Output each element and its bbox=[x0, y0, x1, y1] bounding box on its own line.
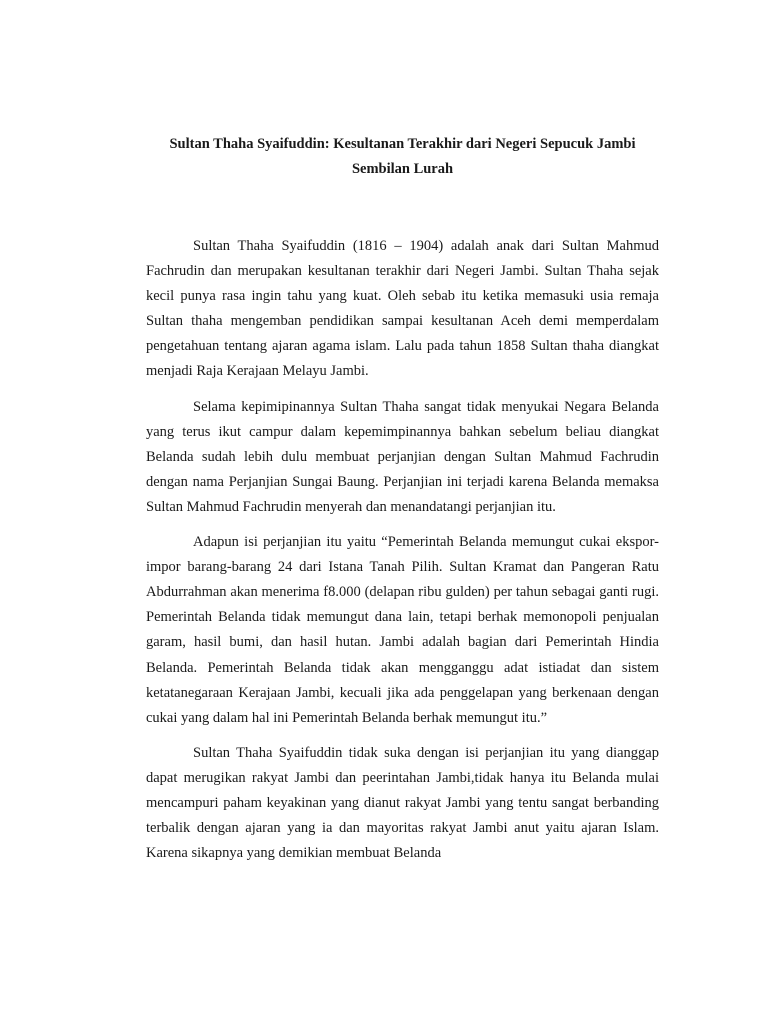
document-title bbox=[146, 132, 659, 181]
title-line-2: Sembilan Lurah bbox=[351, 160, 454, 177]
paragraph-4: Sultan Thaha Syaifuddin tidak suka dengan isi perjanjian itu yang dianggap dapat merugikan rakyat Jambi dan peerintahan Jambi,tidak hanya itu Belanda mulai mencampuri paham keyakinan yang dianut rakyat Jambi yang tentu sangat berbanding terbalik dengan ajaran yang ia dan mayoritas rakyat Jambi anut yaitu ajaran Islam. Karena sikapnya yang demikian membuat Belanda bbox=[146, 744, 659, 862]
paragraph-3: Adapun isi perjanjian itu yaitu “Pemerintah Belanda memungut cukai ekspor-impor barang-barang 24 dari Istana Tanah Pilih. Sultan Kramat dan Pangeran Ratu Abdurrahman akan menerima f8.000 (delapan ribu gulden) per tahun sebagai ganti rugi. Pemerintah Belanda tidak memungut dana lain, tetapi berhak memonopoli penjualan garam, hasil bumi, dan hasil hutan. Jambi adalah bagian dari Pemerintah Hindia Belanda. Pemerintah Belanda tidak akan mengganggu adat istiadat dan sistem ketatanegaraan Kerajaan Jambi, kecuali jika ada penggelapan yang berkenaan dengan cukai yang dalam hal ini Pemerintah Belanda berhak memungut itu.” bbox=[146, 534, 659, 726]
title-line-1: Sultan Thaha Syaifuddin: Kesultanan Terakhir dari Negeri Sepucuk Jambi bbox=[169, 136, 636, 152]
paragraph-2: Selama kepimipinannya Sultan Thaha sangat tidak menyukai Negara Belanda yang terus ikut campur dalam kepemimpinannya bahkan sebelum beliau diangkat Belanda sudah lebih dulu membuat perjanjian dengan Sultan Mahmud Fachrudin dengan nama Perjanjian Sungai Baung. Perjanjian ini terjadi karena Belanda memaksa Sultan Mahmud Fachrudin menyerah dan menandatangi perjanjian itu. bbox=[146, 398, 659, 515]
document-body bbox=[146, 234, 659, 866]
paragraph-1: Sultan Thaha Syaifuddin (1816 – 1904) adalah anak dari Sultan Mahmud Fachrudin dan merupakan kesultanan terakhir dari Negeri Jambi. Sultan Thaha sejak kecil punya rasa ingin tahu yang kuat. Oleh sebab itu ketika memasuki usia remaja Sultan thaha mengemban pendidikan sampai kesultanan Aceh demi memperdalam pengetahuan tentang ajaran agama islam. Lalu pada tahun 1858 Sultan thaha diangkat menjadi Raja Kerajaan Melayu Jambi. bbox=[146, 238, 659, 380]
